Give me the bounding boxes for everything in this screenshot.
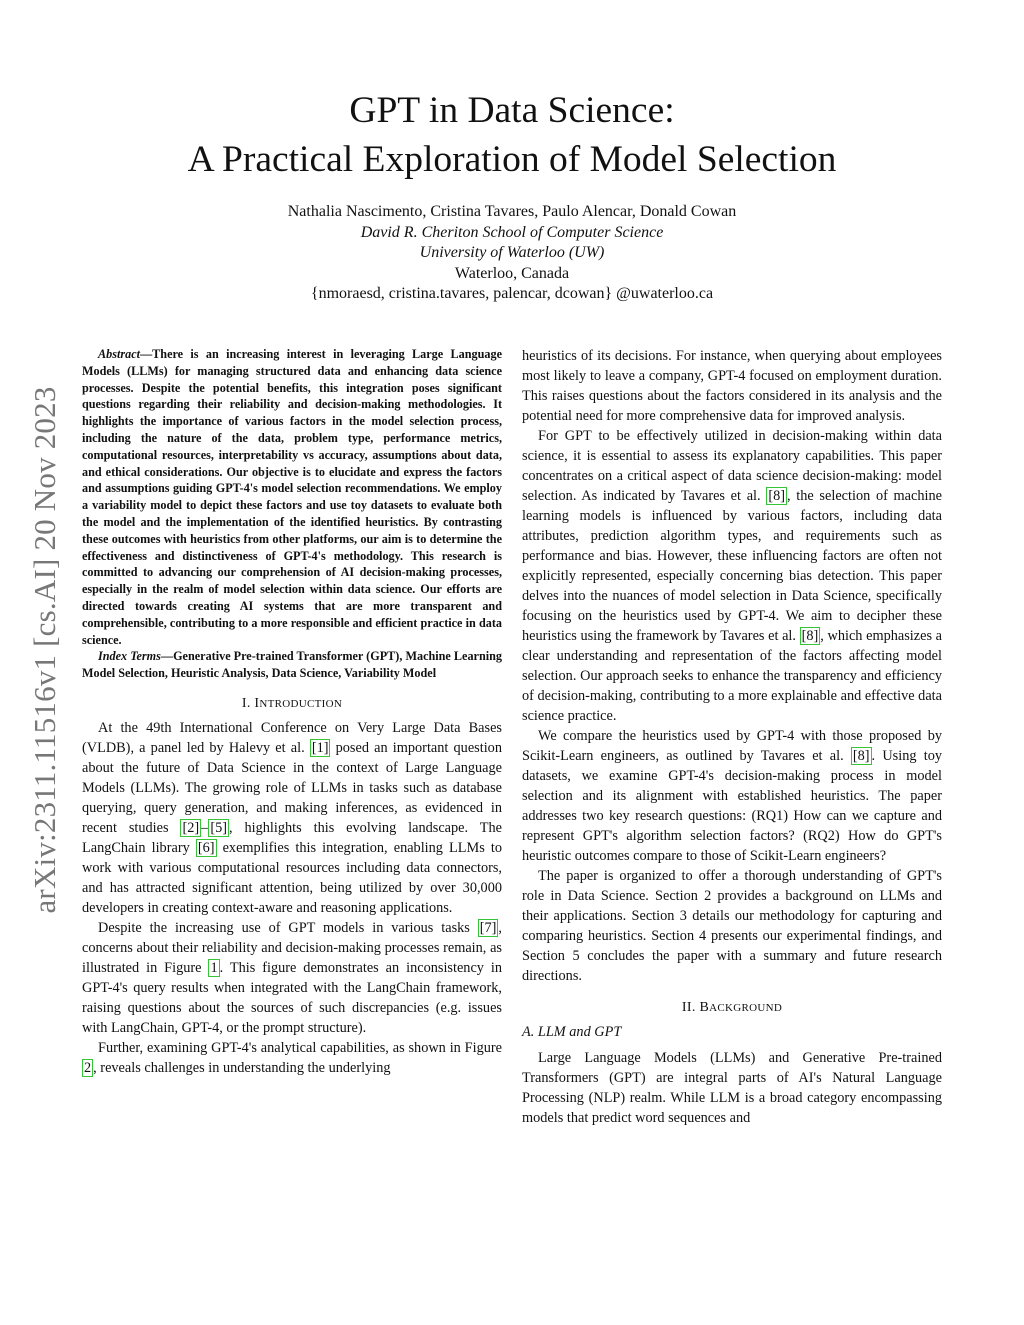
intro-paragraph-2: Despite the increasing use of GPT models in various tasks [7] , concerns about their reliability and decision-making processes remain, as illustrated in Figure 1 . This figure demonstrates an inconsistency in GPT-4's query results when integrated with the LangChain framework, raising questions about the sources of such discrepancies (e.g. issues with LangChain, GPT-4, or the prompt structure).	[82, 919, 502, 1036]
citation-link[interactable]: [2]	[182, 819, 200, 836]
arxiv-sidebar	[25, 350, 65, 950]
intro-paragraph-3-tail: , reveals challenges in understanding the underlying	[93, 1059, 391, 1076]
index-terms-label: Index Terms	[98, 649, 161, 664]
abstract-label: Abstract	[98, 347, 140, 361]
right-column	[522, 346, 942, 1128]
background-paragraph-1: Large Language Models (LLMs) and Generative Pre-trained Transformers (GPT) are integral parts of AI's Natural Language Processing (NLP) realm. While LLM is a broad category encompassing models that predict word sequences and	[522, 1050, 942, 1126]
index-terms-text: —Generative Pre-trained Transformer (GPT), Machine Learning Model Selection, Heuristic Analysis, Data Science, Variability Model	[82, 649, 502, 681]
author-block	[0, 202, 1024, 305]
author-names: Nathalia Nascimento, Cristina Tavares, Paulo Alencar, Donald Cowan	[287, 203, 737, 220]
citation-link[interactable]: [1]	[311, 739, 329, 756]
index-terms	[82, 648, 502, 682]
figure-link[interactable]: 1	[210, 959, 218, 976]
abstract-text: —There is an increasing interest in leveraging Large Language Models (LLMs) for managing structured data and enhancing data science processes. Despite the potential benefits, this integration poses significant questions regarding their reliability and decision-making methodologies. It highlights the importance of various factors in the model selection process, including the nature of the data, problem type, performance metrics, computational resources, interpretability vs accuracy, assumptions about data, and ethical considerations. Our objective is to elucidate and express the factors and assumptions guiding GPT-4's model selection recommendations. We employ a variability model to depict these factors and use toy datasets to evaluate both the model and the implementation of the identified heuristics. By contrasting these outcomes with heuristics from other platforms, our aim is to determine the effectiveness and distinctiveness of GPT-4's methodology. This research is committed to advancing our comprehension of AI decision-making processes, especially in the realm of model selection within data science. Our efforts are directed towards creating AI systems that are more transparent and comprehensible, contributing to a more responsible and efficient practice in data science.	[82, 347, 502, 647]
author-location: Waterloo, Canada	[454, 264, 570, 282]
intro-paragraph-4: For GPT to be effectively utilized in decision-making within data science, it is essential to assess its explanatory capabilities. This paper concentrates on a critical aspect of data science decision-making: model selection. As indicated by Tavares et al. [8] , the selection of machine learning models is influenced by various factors, including data attributes, prediction algorithm types, and requirements such as performance and bias. However, these influencing factors are often not explicitly represented, especially concerning bias detection. This paper delves into the nuances of model selection in Data Science, specifically focusing on the heuristics used by GPT-4. We aim to decipher these heuristics using the framework by Tavares et al. [8] , which emphasizes a clear understanding and representation of the factors affecting model selection. Our approach seeks to enhance the transparency and efficiency of decision-making, contributing to a more explainable and effective data science practice.	[522, 428, 942, 724]
author-school: David R. Cheriton School of Computer Science	[360, 223, 664, 241]
abstract	[82, 346, 502, 648]
intro-paragraph-3: Further, examining GPT-4's analytical capabilities, as shown in Figure 2 , reveals challenges in understanding the underlying	[84, 1039, 502, 1076]
subsection-heading-llm-gpt: A. LLM and GPT	[522, 1024, 622, 1040]
paper-title	[0, 86, 1024, 184]
citation-link[interactable]: [7]	[479, 919, 497, 936]
intro-paragraph-3-rest: heuristics of its decisions. For instance, when querying about employees most likely to leave a company, GPT-4 focused on employment duration. This raises questions about the factors considered in its analysis and the potential need for more comprehensive data for improved analysis.	[522, 348, 942, 424]
citation-link[interactable]: [8]	[801, 628, 819, 644]
title-line-2: A Practical Exploration of Model Selection	[187, 139, 837, 180]
figure-link[interactable]: 2	[84, 1059, 92, 1076]
section-heading-background: II. BACKGROUND	[681, 1000, 783, 1015]
author-emails: {nmoraesd, cristina.tavares, palencar, dcowan} @uwaterloo.ca	[310, 285, 714, 302]
intro-paragraph-6: The paper is organized to offer a thorough understanding of GPT's role in Data Science. Section 2 provides a background on LLMs and their applications. Section 3 details our methodology for capturing and comparing heuristics. Section 4 presents our experimental findings, and Section 5 concludes the paper with a summary and future research directions.	[522, 868, 942, 984]
citation-link[interactable]: [5]	[210, 819, 227, 836]
arxiv-identifier: arXiv:2311.11516v1 [cs.AI] 20 Nov 2023	[27, 386, 62, 914]
section-heading-introduction: I. INTRODUCTION	[241, 695, 343, 711]
left-column	[82, 346, 502, 1078]
author-university: University of Waterloo (UW)	[419, 244, 605, 261]
title-line-1: GPT in Data Science:	[349, 90, 675, 131]
intro-paragraph-1: At the 49th International Conference on Very Large Data Bases (VLDB), a panel led by Halevy et al. [1] posed an important question about the future of Data Science in the context of Large Language Models (LLMs). The growing role of LLMs in tasks such as database querying, query generation, and making inferences, as evidenced in recent studies [2] – [5] , highlights this evolving landscape. The LangChain library [6] exemplifies this integration, enabling LLMs to work with various computational resources including data connectors, and has attracted significant attention, being utilized by over 30,000 developers in creating context-aware and reasoning applications.	[82, 719, 502, 916]
intro-paragraph-5: We compare the heuristics used by GPT-4 with those proposed by Scikit-Learn engineers, as outlined by Tavares et al. [8] . Using toy datasets, we examine GPT-4's decision-making process in model selection and its alignment with established heuristics. The paper addresses two key research questions: (RQ1) How can we capture and represent GPT's algorithm selection factors? (RQ2) How do GPT's heuristic outcomes compare to those of Scikit-Learn engineers?	[522, 728, 942, 864]
citation-link[interactable]: [8]	[852, 748, 870, 764]
citation-link[interactable]: [6]	[197, 839, 215, 856]
citation-link[interactable]: [8]	[768, 488, 785, 504]
